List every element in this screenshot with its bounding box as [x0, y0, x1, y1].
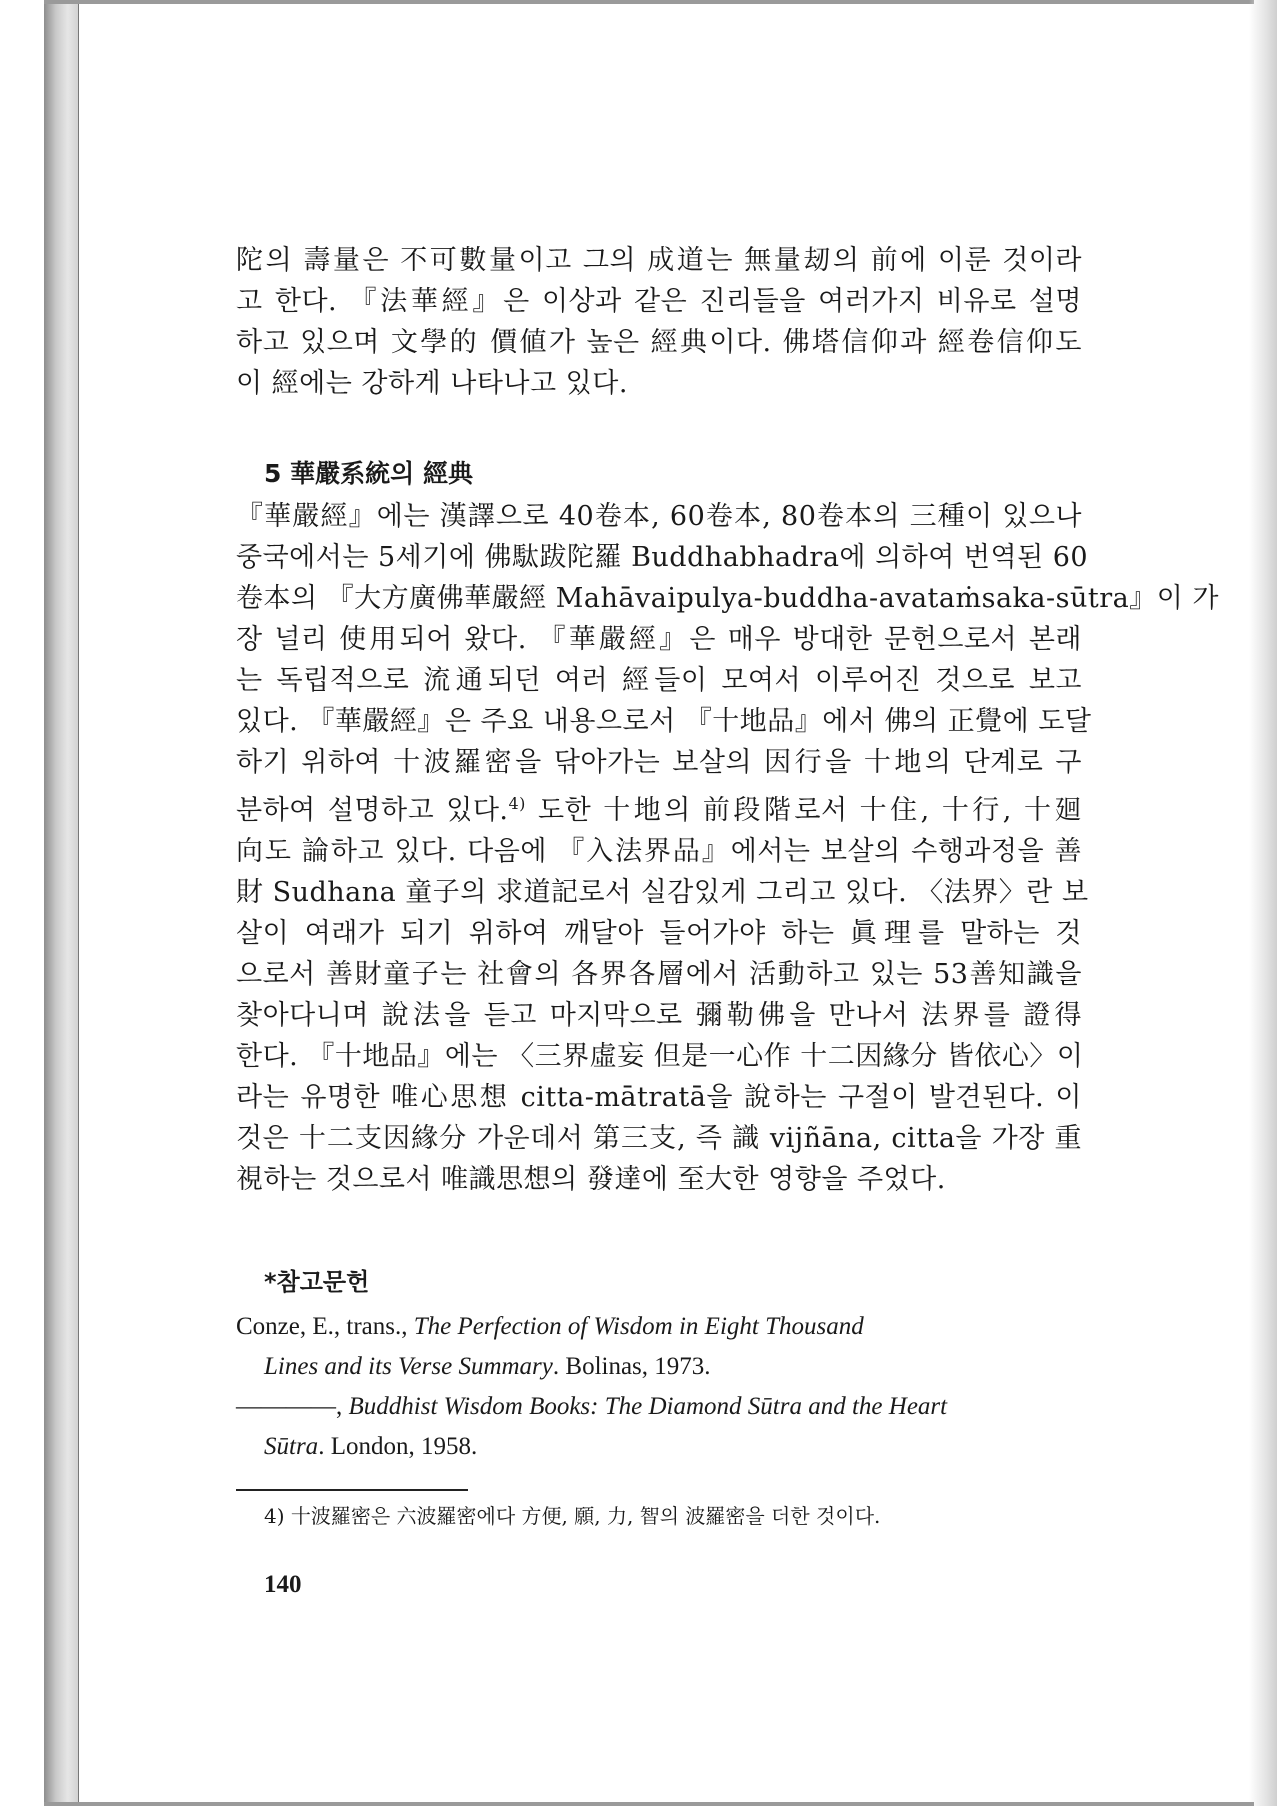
reference-entry — [236, 1387, 1082, 1467]
text-segment: 도한 十地의 前段階로서 十住, 十行, 十廻 — [538, 795, 1082, 826]
text-line: 視하는 것으로서 唯識思想의 發達에 至大한 영향을 주었다. — [236, 1164, 946, 1195]
text-line: 卷本의 『大方廣佛華嚴經 Mahāvaipulya-buddha-avataṁsaka-sūtra』이 가 — [236, 583, 1219, 614]
text-line: 『華嚴經』에는 漢譯으로 40卷本, 60卷本, 80卷本의 三種이 있으나 — [236, 501, 1082, 532]
footnote-marker: 4) — [508, 794, 526, 813]
text-line: 陀의 壽量은 不可數量이고 그의 成道는 無量刼의 前에 이룬 것이라 — [236, 245, 1082, 276]
reference-title: The Perfection of Wisdom in Eight Thousand — [413, 1313, 864, 1340]
page-top-edge — [44, 0, 1254, 4]
references-heading: *참고문헌 — [264, 1268, 370, 1296]
text-line: 하기 위하여 十波羅密을 닦아가는 보살의 因行을 十地의 단계로 구 — [236, 747, 1082, 778]
book-spine — [44, 4, 79, 1802]
text-line: 向도 論하고 있다. 다음에 『入法界品』에서는 보살의 수행과정을 善 — [236, 836, 1082, 867]
text-line: 장 널리 使用되어 왔다. 『華嚴經』은 매우 방대한 문헌으로서 본래 — [236, 624, 1082, 655]
text-line: 살이 여래가 되기 위하여 깨달아 들어가야 하는 眞理를 말하는 것 — [236, 918, 1082, 949]
text-line: 것은 十二支因緣分 가운데서 第三支, 즉 識 vijñāna, citta을 가장 重 — [236, 1123, 1082, 1154]
text-line: 찾아다니며 說法을 듣고 마지막으로 彌勒佛을 만나서 法界를 證得 — [236, 1000, 1082, 1031]
page-number: 140 — [264, 1571, 302, 1598]
reference-line — [236, 1347, 1082, 1387]
reference-title: Buddhist Wisdom Books: The Diamond Sūtra and the Heart — [348, 1393, 948, 1420]
text-line: 중국에서는 5세기에 佛駄跋陀羅 Buddhabhadra에 의하여 번역된 60 — [236, 542, 1089, 573]
reference-publication: . Bolinas, 1973. — [552, 1353, 711, 1380]
page-bottom-edge — [44, 1802, 1254, 1806]
intro-paragraph — [236, 240, 1082, 404]
reference-author-dash: ————, — [236, 1393, 349, 1420]
reference-entry — [236, 1307, 1082, 1387]
section-heading: 5 華嚴系統의 經典 — [264, 459, 473, 488]
reference-line — [236, 1307, 1082, 1347]
footnote: 4) 十波羅密은 六波羅密에다 方便, 願, 力, 智의 波羅密을 더한 것이다. — [264, 1504, 881, 1528]
reference-author: Conze, E., trans., — [236, 1313, 414, 1340]
reference-title: Sūtra — [264, 1433, 319, 1460]
text-line: 한다. 『十地品』에는 〈三界虛妄 但是一心作 十二因緣分 皆依心〉이 — [236, 1041, 1084, 1072]
reference-line — [236, 1387, 1082, 1427]
text-line: 라는 유명한 唯心思想 citta-mātratā을 說하는 구절이 발견된다. 이 — [236, 1082, 1082, 1113]
text-line: 財 Sudhana 童子의 求道記로서 실감있게 그리고 있다. 〈法界〉란 보 — [236, 877, 1089, 908]
reference-line — [236, 1427, 1082, 1467]
text-line: 는 독립적으로 流通되던 여러 經들이 모여서 이루어진 것으로 보고 — [236, 665, 1082, 696]
text-line: 으로서 善財童子는 社會의 各界各層에서 活動하고 있는 53善知識을 — [236, 959, 1082, 990]
text-line: 이 經에는 강하게 나타나고 있다. — [236, 368, 628, 399]
page-content — [236, 240, 1219, 1599]
text-line-with-footnote — [236, 783, 1082, 831]
text-line: 하고 있으며 文學的 價値가 높은 經典이다. 佛塔信仰과 經卷信仰도 — [236, 327, 1082, 358]
text-line: 있다. 『華嚴經』은 주요 내용으로서 『十地品』에서 佛의 正覺에 도달 — [236, 706, 1092, 737]
footnote-divider — [236, 1489, 468, 1491]
section-paragraph — [236, 496, 1219, 1200]
text-line: 고 한다. 『法華經』은 이상과 같은 진리들을 여러가지 비유로 설명 — [236, 286, 1082, 317]
text-segment: 분하여 설명하고 있다. — [236, 795, 509, 826]
reference-publication: . London, 1958. — [318, 1433, 478, 1460]
reference-title: Lines and its Verse Summary — [264, 1353, 553, 1380]
page-right-edge — [1249, 0, 1277, 1806]
